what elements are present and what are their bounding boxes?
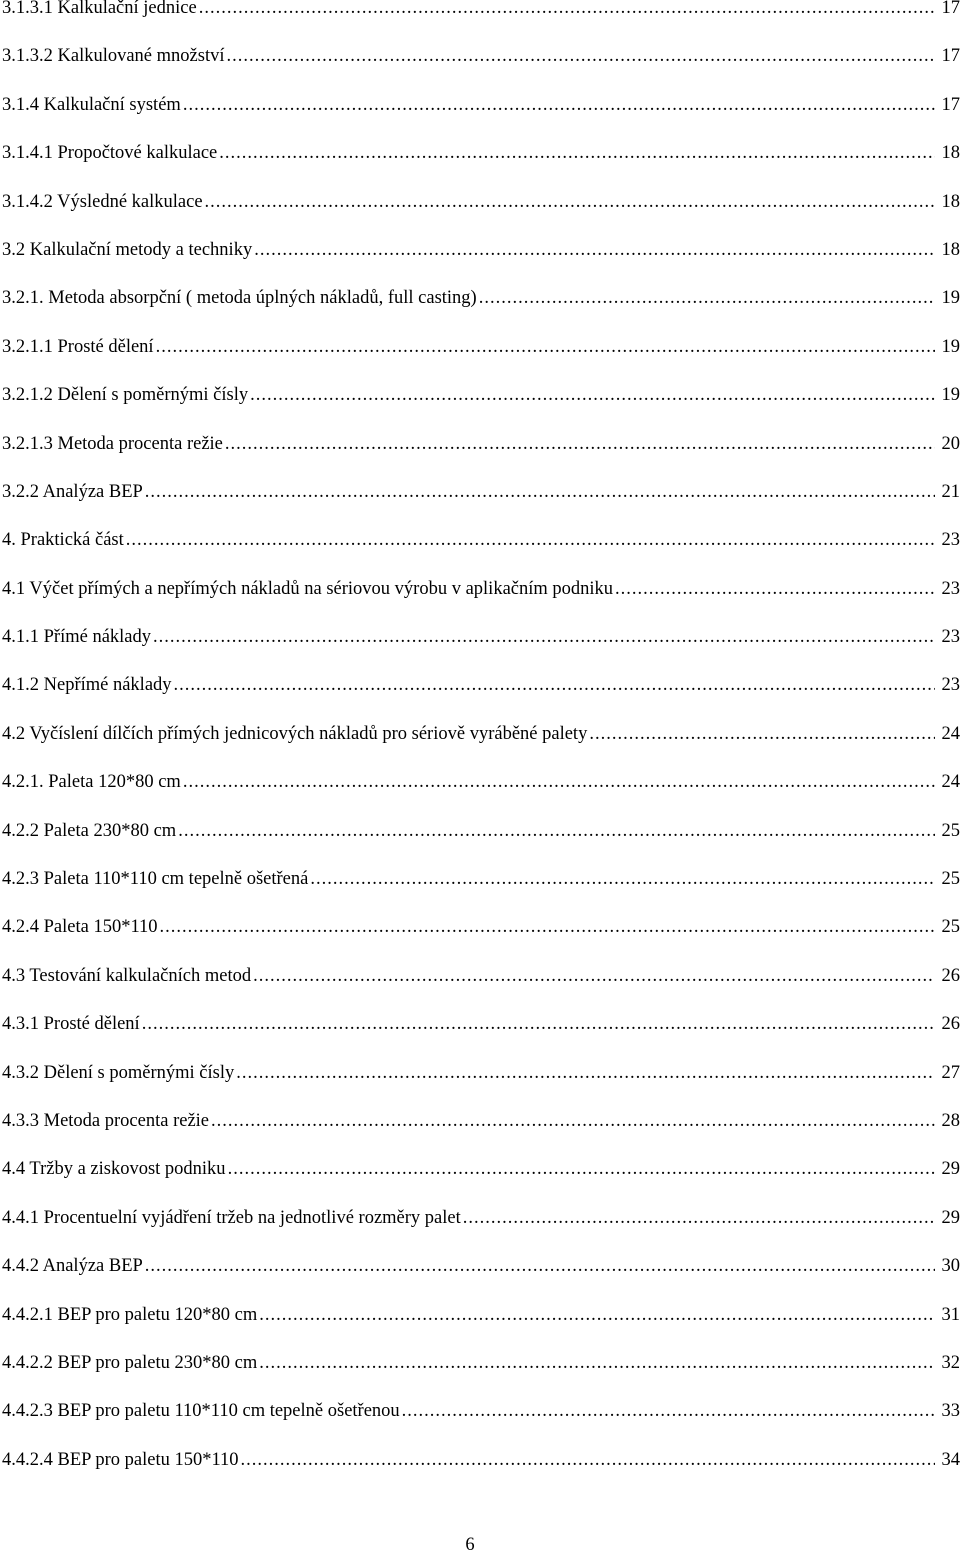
toc-entry-title: 4.4.2 Analýza BEP bbox=[2, 1256, 143, 1277]
toc-entry-title: 4.2.1. Paleta 120*80 cm bbox=[2, 772, 181, 793]
page-number: 6 bbox=[465, 1535, 475, 1555]
toc-dot-leader bbox=[226, 47, 935, 66]
toc-entry-title: 4.1.1 Přímé náklady bbox=[2, 627, 152, 648]
toc-dot-leader bbox=[615, 580, 935, 599]
toc-entry-title: 3.1.4.1 Propočtové kalkulace bbox=[2, 143, 218, 164]
toc-entry[interactable] bbox=[2, 386, 960, 434]
toc-entry-page: 30 bbox=[941, 1256, 960, 1277]
toc-entry-title: 3.2.2 Analýza BEP bbox=[2, 481, 143, 502]
toc-entry[interactable] bbox=[2, 773, 960, 821]
toc-entry[interactable] bbox=[2, 676, 960, 724]
toc-entry-title: 3.1.3.1 Kalkulační jednice bbox=[2, 0, 197, 18]
toc-entry-page: 25 bbox=[941, 917, 960, 938]
toc-dot-leader bbox=[463, 1209, 935, 1228]
toc-dot-leader bbox=[254, 241, 935, 260]
toc-dot-leader bbox=[259, 1306, 935, 1325]
toc-entry-title: 4.1.2 Nepřímé náklady bbox=[2, 675, 172, 696]
toc-entry-page: 21 bbox=[941, 481, 960, 502]
toc-dot-leader bbox=[145, 483, 935, 502]
table-of-contents bbox=[2, 0, 960, 1499]
toc-dot-leader bbox=[479, 289, 935, 308]
toc-dot-leader bbox=[211, 1112, 935, 1131]
toc-entry-title: 4.3.2 Dělení s poměrnými čísly bbox=[2, 1062, 235, 1083]
toc-entry[interactable] bbox=[2, 628, 960, 676]
toc-entry-page: 31 bbox=[941, 1304, 960, 1325]
toc-dot-leader bbox=[219, 144, 935, 163]
toc-dot-leader bbox=[225, 435, 935, 454]
toc-entry-title: 3.2.1.2 Dělení s poměrnými čísly bbox=[2, 385, 249, 406]
toc-entry-title: 4.4.2.3 BEP pro paletu 110*110 cm tepelně ošetřenou bbox=[2, 1401, 400, 1422]
toc-entry[interactable] bbox=[2, 1257, 960, 1305]
toc-entry[interactable] bbox=[2, 1209, 960, 1257]
toc-entry-title: 4.4.1 Procentuelní vyjádření tržeb na jednotlivé rozměry palet bbox=[2, 1207, 461, 1228]
toc-dot-leader bbox=[160, 918, 935, 937]
toc-dot-leader bbox=[178, 822, 935, 841]
toc-dot-leader bbox=[199, 0, 935, 18]
toc-entry[interactable] bbox=[2, 1064, 960, 1112]
toc-entry-page: 23 bbox=[941, 675, 960, 696]
toc-entry-title: 3.2 Kalkulační metody a techniky bbox=[2, 239, 253, 260]
toc-entry[interactable] bbox=[2, 580, 960, 628]
toc-entry-page: 23 bbox=[941, 578, 960, 599]
toc-dot-leader bbox=[145, 1257, 935, 1276]
toc-entry[interactable] bbox=[2, 1354, 960, 1402]
toc-entry[interactable] bbox=[2, 338, 960, 386]
toc-entry-page: 23 bbox=[941, 530, 960, 551]
toc-entry[interactable] bbox=[2, 193, 960, 241]
toc-entry-title: 4.2.2 Paleta 230*80 cm bbox=[2, 820, 177, 841]
toc-entry-title: 3.2.1.3 Metoda procenta režie bbox=[2, 433, 223, 454]
toc-entry-title: 4.3 Testování kalkulačních metod bbox=[2, 965, 252, 986]
toc-entry[interactable] bbox=[2, 1112, 960, 1160]
toc-entry-title: 4.4.2.4 BEP pro paletu 150*110 bbox=[2, 1449, 239, 1470]
toc-dot-leader bbox=[241, 1451, 935, 1470]
toc-entry-page: 26 bbox=[941, 965, 960, 986]
toc-entry-title: 3.2.1.1 Prosté dělení bbox=[2, 336, 154, 357]
toc-dot-leader bbox=[253, 967, 935, 986]
toc-entry-page: 18 bbox=[941, 143, 960, 164]
toc-entry[interactable] bbox=[2, 483, 960, 531]
toc-entry[interactable] bbox=[2, 870, 960, 918]
toc-entry-page: 27 bbox=[941, 1062, 960, 1083]
toc-entry[interactable] bbox=[2, 822, 960, 870]
toc-entry-title: 4.2.4 Paleta 150*110 bbox=[2, 917, 158, 938]
toc-entry-page: 25 bbox=[941, 820, 960, 841]
toc-entry[interactable] bbox=[2, 1160, 960, 1208]
toc-entry[interactable] bbox=[2, 1402, 960, 1450]
toc-entry-page: 24 bbox=[941, 723, 960, 744]
toc-dot-leader bbox=[174, 676, 935, 695]
toc-entry[interactable] bbox=[2, 289, 960, 337]
toc-entry-title: 3.1.3.2 Kalkulované množství bbox=[2, 46, 225, 67]
toc-entry-page: 17 bbox=[941, 94, 960, 115]
toc-entry-page: 33 bbox=[941, 1401, 960, 1422]
toc-entry-page: 24 bbox=[941, 772, 960, 793]
toc-entry-page: 18 bbox=[941, 191, 960, 212]
toc-entry-page: 32 bbox=[941, 1352, 960, 1373]
toc-entry-page: 29 bbox=[941, 1159, 960, 1180]
toc-dot-leader bbox=[183, 773, 935, 792]
toc-dot-leader bbox=[142, 1015, 935, 1034]
toc-entry-title: 4.1 Výčet přímých a nepřímých nákladů na sériovou výrobu v aplikačním podniku bbox=[2, 578, 614, 599]
toc-entry[interactable] bbox=[2, 1015, 960, 1063]
toc-dot-leader bbox=[236, 1064, 935, 1083]
toc-entry-title: 4.2.3 Paleta 110*110 cm tepelně ošetřená bbox=[2, 869, 309, 890]
toc-entry-page: 17 bbox=[941, 0, 960, 18]
toc-entry-page: 28 bbox=[941, 1110, 960, 1131]
toc-entry-title: 4.2 Vyčíslení dílčích přímých jednicových nákladů pro sériově vyráběné palety bbox=[2, 723, 588, 744]
toc-entry-title: 3.2.1. Metoda absorpční ( metoda úplných nákladů, full casting) bbox=[2, 288, 477, 309]
toc-dot-leader bbox=[310, 870, 935, 889]
toc-entry[interactable] bbox=[2, 531, 960, 579]
toc-entry-page: 34 bbox=[941, 1449, 960, 1470]
toc-entry-page: 20 bbox=[941, 433, 960, 454]
toc-entry-title: 4. Praktická část bbox=[2, 530, 124, 551]
toc-entry-title: 4.3.1 Prosté dělení bbox=[2, 1014, 140, 1035]
toc-entry-page: 17 bbox=[941, 46, 960, 67]
toc-entry[interactable] bbox=[2, 435, 960, 483]
toc-dot-leader bbox=[259, 1354, 935, 1373]
toc-entry[interactable] bbox=[2, 967, 960, 1015]
toc-dot-leader bbox=[589, 725, 935, 744]
toc-entry-page: 25 bbox=[941, 869, 960, 890]
toc-entry[interactable] bbox=[2, 1451, 960, 1499]
toc-entry-page: 18 bbox=[941, 239, 960, 260]
toc-entry-title: 4.4.2.2 BEP pro paletu 230*80 cm bbox=[2, 1352, 258, 1373]
toc-entry[interactable] bbox=[2, 918, 960, 966]
toc-entry-page: 19 bbox=[941, 288, 960, 309]
toc-entry-page: 19 bbox=[941, 336, 960, 357]
toc-dot-leader bbox=[156, 338, 935, 357]
toc-entry[interactable] bbox=[2, 241, 960, 289]
toc-entry-page: 26 bbox=[941, 1014, 960, 1035]
toc-dot-leader bbox=[228, 1160, 935, 1179]
toc-dot-leader bbox=[250, 386, 935, 405]
toc-entry-title: 4.4.2.1 BEP pro paletu 120*80 cm bbox=[2, 1304, 258, 1325]
toc-entry-page: 19 bbox=[941, 385, 960, 406]
toc-entry-title: 3.1.4.2 Výsledné kalkulace bbox=[2, 191, 203, 212]
toc-entry-title: 4.3.3 Metoda procenta režie bbox=[2, 1110, 210, 1131]
toc-entry-page: 23 bbox=[941, 627, 960, 648]
toc-entry[interactable] bbox=[2, 47, 960, 95]
toc-entry-page: 29 bbox=[941, 1207, 960, 1228]
toc-dot-leader bbox=[205, 193, 935, 212]
toc-dot-leader bbox=[183, 96, 935, 115]
toc-entry[interactable] bbox=[2, 0, 960, 47]
toc-dot-leader bbox=[402, 1402, 935, 1421]
toc-entry[interactable] bbox=[2, 725, 960, 773]
toc-entry[interactable] bbox=[2, 144, 960, 192]
toc-entry-title: 4.4 Tržby a ziskovost podniku bbox=[2, 1159, 226, 1180]
toc-dot-leader bbox=[153, 628, 935, 647]
toc-dot-leader bbox=[126, 531, 935, 550]
toc-entry[interactable] bbox=[2, 96, 960, 144]
toc-entry-title: 3.1.4 Kalkulační systém bbox=[2, 94, 181, 115]
toc-entry[interactable] bbox=[2, 1306, 960, 1354]
